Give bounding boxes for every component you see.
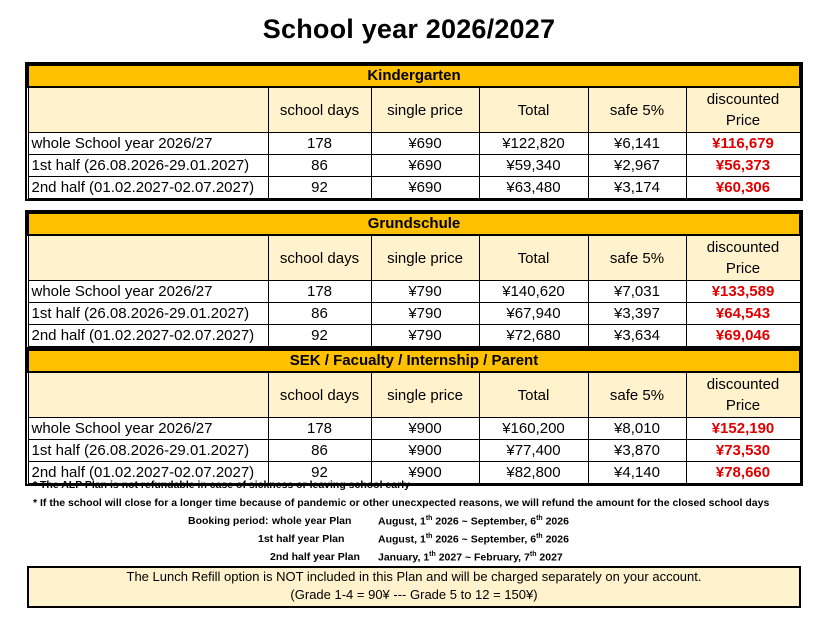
cell-school-days: 86 (268, 303, 371, 325)
cell-single-price: ¥900 (371, 440, 479, 462)
table-row (28, 177, 800, 199)
row-label: 2nd half (01.02.2027-02.07.2027) (28, 462, 268, 484)
cell-safe: ¥3,397 (588, 303, 686, 325)
cell-discounted-price: ¥56,373 (686, 155, 800, 177)
header-blank (28, 87, 268, 133)
header-single-price: single price (371, 235, 479, 281)
cell-single-price: ¥690 (371, 155, 479, 177)
booking-plan-name: whole year Plan (272, 515, 352, 527)
header-safe: safe 5% (588, 372, 686, 418)
table-row (28, 281, 800, 303)
cell-school-days: 92 (268, 177, 371, 199)
cell-total: ¥63,480 (479, 177, 588, 199)
booking-date-part: th (425, 533, 433, 540)
cell-total: ¥67,940 (479, 303, 588, 325)
header-discounted-line1: discounted (706, 376, 780, 393)
booking-plan-dates (378, 515, 569, 528)
cell-single-price: ¥690 (371, 133, 479, 155)
row-label: whole School year 2026/27 (28, 133, 268, 155)
cell-school-days: 92 (268, 325, 371, 347)
cell-single-price: ¥690 (371, 177, 479, 199)
booking-date-part: th (529, 551, 537, 558)
cell-safe: ¥4,140 (588, 462, 686, 484)
cell-school-days: 92 (268, 462, 371, 484)
cell-total: ¥82,800 (479, 462, 588, 484)
row-label: 1st half (26.08.2026-29.01.2027) (28, 155, 268, 177)
note-refund: * The ALP Plan is not refundable in case of sickness or leaving school early (33, 479, 410, 491)
cell-school-days: 86 (268, 440, 371, 462)
booking-date-part: 2027 ~ February, 7 (435, 551, 530, 564)
booking-date-part: 2026 ~ September, 6 (432, 515, 537, 528)
row-label: whole School year 2026/27 (28, 418, 268, 440)
cell-discounted-price: ¥116,679 (686, 133, 800, 155)
cell-discounted-price: ¥78,660 (686, 462, 800, 484)
booking-date-part: January, 1 (378, 551, 430, 564)
booking-date-part: 2026 ~ September, 6 (432, 533, 537, 546)
row-label: 2nd half (01.02.2027-02.07.2027) (28, 325, 268, 347)
header-total: Total (479, 87, 588, 133)
table-row (28, 133, 800, 155)
booking-label: Booking period: (188, 515, 269, 527)
section-title: Kindergarten (28, 65, 800, 87)
cell-discounted-price: ¥60,306 (686, 177, 800, 199)
header-safe: safe 5% (588, 235, 686, 281)
cell-discounted-price: ¥69,046 (686, 325, 800, 347)
header-school-days: school days (268, 235, 371, 281)
table-row (28, 440, 800, 462)
cell-single-price: ¥790 (371, 303, 479, 325)
booking-date-part: 2026 (542, 533, 569, 546)
header-discounted-price (686, 372, 800, 418)
header-discounted-line1: discounted (706, 239, 780, 256)
booking-date-part: th (429, 551, 436, 558)
cell-safe: ¥8,010 (588, 418, 686, 440)
table-row (28, 325, 800, 347)
header-total: Total (479, 372, 588, 418)
row-label: whole School year 2026/27 (28, 281, 268, 303)
row-label: 2nd half (01.02.2027-02.07.2027) (28, 177, 268, 199)
header-discounted-line1: discounted (706, 91, 780, 108)
header-blank (28, 235, 268, 281)
cell-safe: ¥6,141 (588, 133, 686, 155)
header-discounted-line2: Price (725, 397, 761, 414)
cell-total: ¥140,620 (479, 281, 588, 303)
booking-plan-dates (378, 551, 563, 564)
cell-school-days: 178 (268, 281, 371, 303)
page-title: School year 2026/2027 (262, 14, 556, 44)
cell-discounted-price: ¥73,530 (686, 440, 800, 462)
row-label: 1st half (26.08.2026-29.01.2027) (28, 303, 268, 325)
header-discounted-line2: Price (725, 260, 761, 277)
booking-date-part: th (536, 515, 543, 522)
header-single-price: single price (371, 87, 479, 133)
cell-school-days: 178 (268, 418, 371, 440)
cell-single-price: ¥790 (371, 325, 479, 347)
header-discounted-price (686, 235, 800, 281)
booking-date-part: 2026 (542, 515, 569, 528)
cell-safe: ¥2,967 (588, 155, 686, 177)
cell-discounted-price: ¥64,543 (686, 303, 800, 325)
booking-plan-name: 1st half year Plan (258, 533, 345, 545)
cell-total: ¥122,820 (479, 133, 588, 155)
header-school-days: school days (268, 87, 371, 133)
booking-plan-dates (378, 533, 569, 546)
note-closure: * If the school will close for a longer time because of pandemic or other unecxpected reasons, we will refund the amount for the closed school days (33, 497, 770, 509)
booking-date-part: th (536, 533, 543, 540)
table-row (28, 155, 800, 177)
section-title: Grundschule (28, 213, 800, 235)
cell-discounted-price: ¥133,589 (686, 281, 800, 303)
header-school-days: school days (268, 372, 371, 418)
cell-total: ¥72,680 (479, 325, 588, 347)
price-table (27, 349, 801, 484)
cell-safe: ¥3,870 (588, 440, 686, 462)
header-total: Total (479, 235, 588, 281)
cell-total: ¥59,340 (479, 155, 588, 177)
cell-total: ¥160,200 (479, 418, 588, 440)
cell-single-price: ¥900 (371, 462, 479, 484)
price-table (27, 212, 801, 347)
cell-discounted-price: ¥152,190 (686, 418, 800, 440)
lunch-note-box (27, 566, 801, 608)
booking-date-part: August, 1 (378, 533, 426, 546)
header-single-price: single price (371, 372, 479, 418)
row-label: 1st half (26.08.2026-29.01.2027) (28, 440, 268, 462)
booking-plan-name: 2nd half year Plan (270, 551, 360, 563)
cell-safe: ¥3,174 (588, 177, 686, 199)
header-discounted-line2: Price (725, 112, 761, 129)
table-row (28, 303, 800, 325)
cell-single-price: ¥790 (371, 281, 479, 303)
cell-total: ¥77,400 (479, 440, 588, 462)
cell-safe: ¥7,031 (588, 281, 686, 303)
table-row (28, 418, 800, 440)
booking-date-part: th (425, 515, 433, 522)
lunch-note-line1: The Lunch Refill option is NOT included in this Plan and will be charged separately on your account. (126, 569, 702, 584)
header-safe: safe 5% (588, 87, 686, 133)
cell-safe: ¥3,634 (588, 325, 686, 347)
booking-date-part: 2027 (536, 551, 563, 564)
price-table (27, 64, 801, 199)
cell-school-days: 86 (268, 155, 371, 177)
header-discounted-price (686, 87, 800, 133)
cell-single-price: ¥900 (371, 418, 479, 440)
header-blank (28, 372, 268, 418)
booking-date-part: August, 1 (378, 515, 426, 528)
section-title: SEK / Facualty / Internship / Parent (28, 350, 800, 372)
lunch-note-line2: (Grade 1-4 = 90¥ --- Grade 5 to 12 = 150¥) (290, 587, 538, 602)
cell-school-days: 178 (268, 133, 371, 155)
